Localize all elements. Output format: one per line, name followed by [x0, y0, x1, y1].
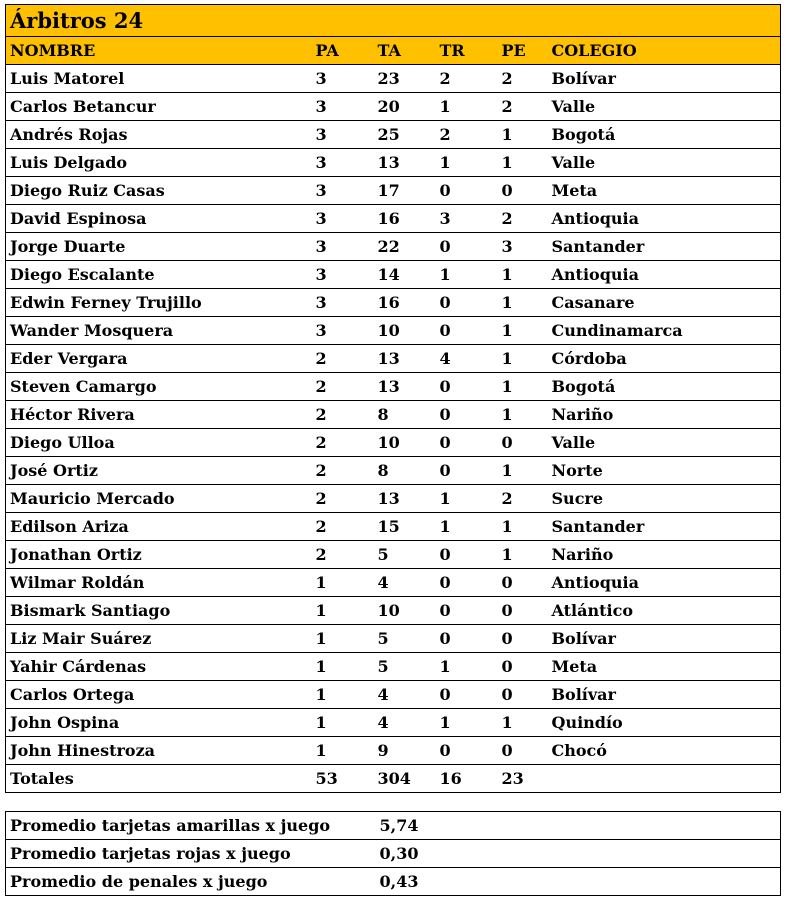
table-row: [6, 205, 781, 233]
cell-pe: 1: [498, 401, 548, 429]
table-row: [6, 709, 781, 737]
cell-colegio: Bogotá: [548, 121, 781, 149]
cell-name: David Espinosa: [6, 205, 312, 233]
cell-colegio: Meta: [548, 177, 781, 205]
averages-table: [5, 811, 781, 896]
cell-name: Wilmar Roldán: [6, 569, 312, 597]
cell-ta: 16: [374, 289, 436, 317]
cell-pe: 0: [498, 681, 548, 709]
cell-ta: 4: [374, 681, 436, 709]
cell-ta: 14: [374, 261, 436, 289]
cell-colegio: Norte: [548, 457, 781, 485]
cell-ta: 25: [374, 121, 436, 149]
cell-pa: 3: [312, 289, 374, 317]
cell-colegio: Antioquia: [548, 261, 781, 289]
cell-colegio: Córdoba: [548, 345, 781, 373]
cell-ta: 13: [374, 345, 436, 373]
cell-tr: 16: [436, 765, 498, 793]
table-row: [6, 289, 781, 317]
cell-ta: 8: [374, 457, 436, 485]
cell-ta: 304: [374, 765, 436, 793]
table-row: [6, 177, 781, 205]
cell-pe: 0: [498, 429, 548, 457]
cell-colegio: Valle: [548, 429, 781, 457]
cell-name: Diego Ruiz Casas: [6, 177, 312, 205]
cell-colegio: Antioquia: [548, 205, 781, 233]
cell-name: Wander Mosquera: [6, 317, 312, 345]
average-value: 0,30: [376, 840, 781, 868]
cell-tr: 0: [436, 569, 498, 597]
cell-pa: 53: [312, 765, 374, 793]
cell-colegio: Valle: [548, 93, 781, 121]
cell-colegio: Bolívar: [548, 681, 781, 709]
cell-tr: 0: [436, 401, 498, 429]
cell-name: Luis Delgado: [6, 149, 312, 177]
cell-tr: 2: [436, 65, 498, 93]
cell-pa: 1: [312, 737, 374, 765]
cell-pe: 0: [498, 653, 548, 681]
cell-tr: 3: [436, 205, 498, 233]
header-ta: TA: [374, 37, 436, 65]
average-label: Promedio tarjetas amarillas x juego: [6, 812, 376, 840]
cell-pa: 1: [312, 625, 374, 653]
cell-pa: 1: [312, 681, 374, 709]
table-row: [6, 681, 781, 709]
cell-tr: 0: [436, 177, 498, 205]
totals-row: [6, 765, 781, 793]
header-nombre: NOMBRE: [6, 37, 312, 65]
cell-tr: 0: [436, 737, 498, 765]
cell-pa: 3: [312, 93, 374, 121]
average-row: [6, 812, 781, 840]
cell-ta: 20: [374, 93, 436, 121]
table-row: [6, 541, 781, 569]
cell-tr: 1: [436, 513, 498, 541]
cell-pa: 2: [312, 429, 374, 457]
cell-ta: 10: [374, 317, 436, 345]
cell-pa: 2: [312, 485, 374, 513]
cell-name: Jonathan Ortiz: [6, 541, 312, 569]
cell-ta: 10: [374, 429, 436, 457]
cell-pa: 2: [312, 457, 374, 485]
cell-pa: 3: [312, 261, 374, 289]
cell-tr: 1: [436, 709, 498, 737]
table-row: [6, 93, 781, 121]
table-row: [6, 65, 781, 93]
cell-colegio: Casanare: [548, 289, 781, 317]
cell-name: Mauricio Mercado: [6, 485, 312, 513]
cell-pe: 2: [498, 93, 548, 121]
cell-colegio: Nariño: [548, 541, 781, 569]
table-row: [6, 373, 781, 401]
cell-ta: 5: [374, 541, 436, 569]
average-label: Promedio tarjetas rojas x juego: [6, 840, 376, 868]
cell-name: Yahir Cárdenas: [6, 653, 312, 681]
cell-pa: 1: [312, 569, 374, 597]
cell-colegio: Antioquia: [548, 569, 781, 597]
cell-pa: 2: [312, 373, 374, 401]
cell-pe: 1: [498, 457, 548, 485]
cell-ta: 13: [374, 149, 436, 177]
cell-pa: 2: [312, 513, 374, 541]
cell-pe: 2: [498, 205, 548, 233]
cell-pe: 1: [498, 121, 548, 149]
table-row: [6, 121, 781, 149]
cell-tr: 1: [436, 93, 498, 121]
cell-colegio: Nariño: [548, 401, 781, 429]
cell-ta: 4: [374, 709, 436, 737]
cell-colegio: Bolívar: [548, 625, 781, 653]
cell-tr: 0: [436, 625, 498, 653]
table-row: [6, 485, 781, 513]
cell-pa: 3: [312, 149, 374, 177]
cell-pa: 2: [312, 345, 374, 373]
cell-pa: 2: [312, 541, 374, 569]
average-label: Promedio de penales x juego: [6, 868, 376, 896]
cell-ta: 17: [374, 177, 436, 205]
cell-ta: 8: [374, 401, 436, 429]
table-row: [6, 457, 781, 485]
cell-name: Bismark Santiago: [6, 597, 312, 625]
cell-pe: 2: [498, 65, 548, 93]
cell-pe: 2: [498, 485, 548, 513]
cell-pe: 1: [498, 373, 548, 401]
cell-pe: 1: [498, 289, 548, 317]
cell-name: José Ortiz: [6, 457, 312, 485]
table-row: [6, 625, 781, 653]
cell-colegio: Atlántico: [548, 597, 781, 625]
table-row: [6, 569, 781, 597]
average-row: [6, 868, 781, 896]
cell-colegio: Meta: [548, 653, 781, 681]
table-row: [6, 233, 781, 261]
cell-name: Totales: [6, 765, 312, 793]
cell-pa: 1: [312, 653, 374, 681]
cell-ta: 22: [374, 233, 436, 261]
cell-tr: 0: [436, 429, 498, 457]
table-row: [6, 737, 781, 765]
table-row: [6, 401, 781, 429]
cell-name: Diego Escalante: [6, 261, 312, 289]
cell-name: Liz Mair Suárez: [6, 625, 312, 653]
table-row: [6, 345, 781, 373]
cell-name: Carlos Ortega: [6, 681, 312, 709]
table-row: [6, 317, 781, 345]
cell-pe: 0: [498, 177, 548, 205]
cell-colegio: Quindío: [548, 709, 781, 737]
cell-tr: 1: [436, 149, 498, 177]
cell-tr: 1: [436, 653, 498, 681]
cell-colegio: Valle: [548, 149, 781, 177]
header-row: [6, 37, 781, 65]
cell-pe: 1: [498, 261, 548, 289]
header-tr: TR: [436, 37, 498, 65]
cell-ta: 16: [374, 205, 436, 233]
cell-name: Edilson Ariza: [6, 513, 312, 541]
cell-pe: 1: [498, 149, 548, 177]
cell-name: Carlos Betancur: [6, 93, 312, 121]
cell-pa: 3: [312, 233, 374, 261]
cell-pa: 1: [312, 597, 374, 625]
cell-name: Luis Matorel: [6, 65, 312, 93]
table-row: [6, 597, 781, 625]
referees-table: [5, 4, 781, 793]
cell-pe: 1: [498, 709, 548, 737]
average-value: 0,43: [376, 868, 781, 896]
cell-tr: 0: [436, 681, 498, 709]
cell-tr: 2: [436, 121, 498, 149]
cell-ta: 15: [374, 513, 436, 541]
cell-ta: 9: [374, 737, 436, 765]
table-row: [6, 429, 781, 457]
cell-name: Héctor Rivera: [6, 401, 312, 429]
cell-pe: 0: [498, 737, 548, 765]
cell-pe: 23: [498, 765, 548, 793]
cell-colegio: Santander: [548, 513, 781, 541]
cell-colegio: Bogotá: [548, 373, 781, 401]
cell-ta: 13: [374, 373, 436, 401]
cell-pe: 1: [498, 513, 548, 541]
cell-name: Jorge Duarte: [6, 233, 312, 261]
cell-tr: 1: [436, 485, 498, 513]
cell-name: Eder Vergara: [6, 345, 312, 373]
cell-name: Diego Ulloa: [6, 429, 312, 457]
cell-colegio: Bolívar: [548, 65, 781, 93]
cell-tr: 0: [436, 289, 498, 317]
cell-pe: 0: [498, 597, 548, 625]
header-colegio: COLEGIO: [548, 37, 781, 65]
cell-colegio: Santander: [548, 233, 781, 261]
table-row: [6, 653, 781, 681]
cell-name: John Ospina: [6, 709, 312, 737]
cell-pa: 3: [312, 205, 374, 233]
cell-ta: 5: [374, 653, 436, 681]
cell-tr: 0: [436, 233, 498, 261]
cell-tr: 4: [436, 345, 498, 373]
cell-pa: 2: [312, 401, 374, 429]
cell-pe: 1: [498, 541, 548, 569]
cell-colegio: [548, 765, 781, 793]
cell-tr: 0: [436, 457, 498, 485]
header-pa: PA: [312, 37, 374, 65]
cell-tr: 0: [436, 373, 498, 401]
cell-tr: 0: [436, 597, 498, 625]
cell-name: Edwin Ferney Trujillo: [6, 289, 312, 317]
cell-pe: 0: [498, 569, 548, 597]
table-title: Árbitros 24: [6, 5, 781, 37]
cell-pe: 0: [498, 625, 548, 653]
cell-pe: 1: [498, 317, 548, 345]
cell-pa: 3: [312, 65, 374, 93]
cell-colegio: Chocó: [548, 737, 781, 765]
cell-ta: 13: [374, 485, 436, 513]
cell-name: John Hinestroza: [6, 737, 312, 765]
table-row: [6, 261, 781, 289]
cell-tr: 1: [436, 261, 498, 289]
cell-tr: 0: [436, 541, 498, 569]
cell-pe: 3: [498, 233, 548, 261]
cell-pa: 3: [312, 177, 374, 205]
cell-pe: 1: [498, 345, 548, 373]
cell-ta: 10: [374, 597, 436, 625]
cell-name: Steven Camargo: [6, 373, 312, 401]
cell-pa: 3: [312, 121, 374, 149]
title-row: [6, 5, 781, 37]
cell-colegio: Cundinamarca: [548, 317, 781, 345]
header-pe: PE: [498, 37, 548, 65]
cell-colegio: Sucre: [548, 485, 781, 513]
cell-ta: 4: [374, 569, 436, 597]
average-row: [6, 840, 781, 868]
table-row: [6, 513, 781, 541]
cell-tr: 0: [436, 317, 498, 345]
cell-pa: 3: [312, 317, 374, 345]
table-row: [6, 149, 781, 177]
cell-name: Andrés Rojas: [6, 121, 312, 149]
average-value: 5,74: [376, 812, 781, 840]
cell-ta: 23: [374, 65, 436, 93]
cell-ta: 5: [374, 625, 436, 653]
cell-pa: 1: [312, 709, 374, 737]
